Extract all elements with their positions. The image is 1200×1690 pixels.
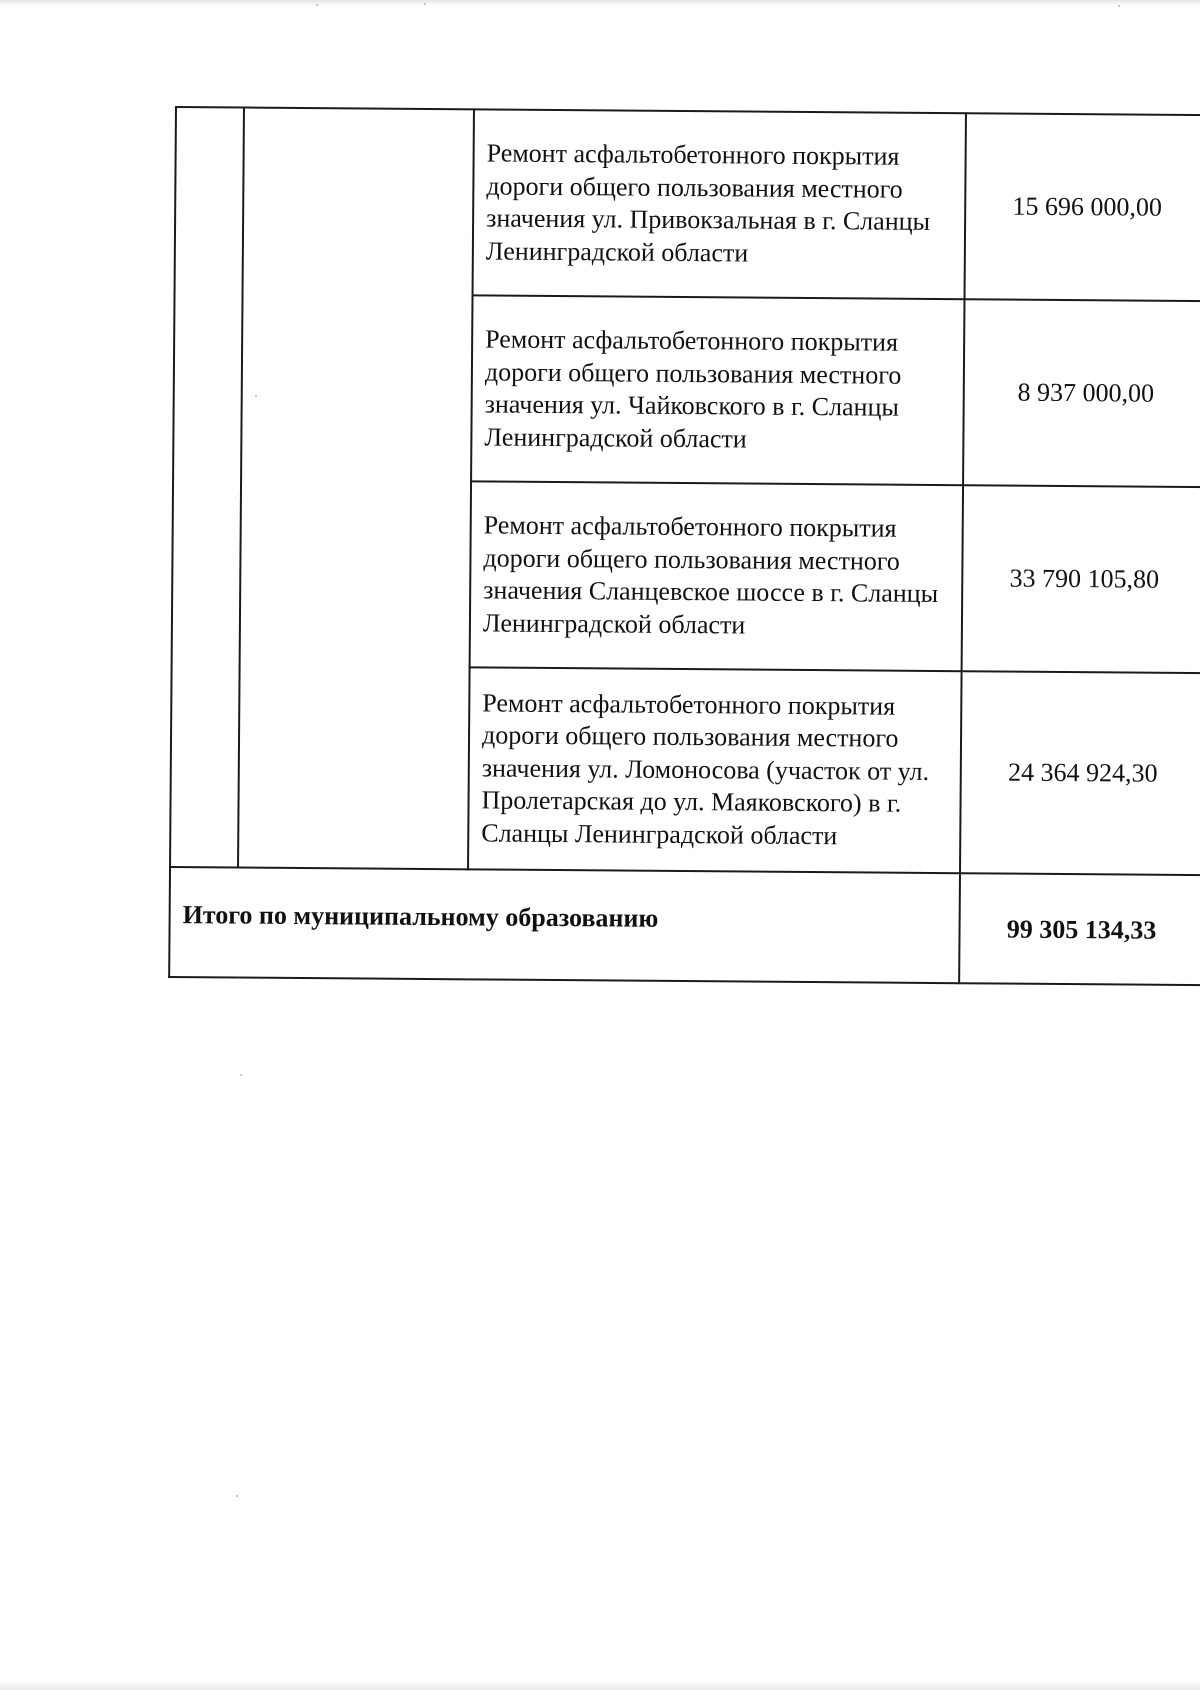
scan-speck xyxy=(424,3,426,5)
scan-edge-bottom xyxy=(0,1680,1200,1690)
amount-cell: 8 937 000,00 xyxy=(963,299,1200,487)
allocation-table xyxy=(168,106,1200,986)
total-amount: 99 305 134,33 xyxy=(959,873,1200,985)
number-cell xyxy=(170,107,244,868)
scan-edge-top xyxy=(0,0,1200,6)
description-cell: Ремонт асфальтобетонного покрытия дороги общего пользования местного значения ул. Ломоносова (участок от ул. Пролетарская до ул. Маяковского) в г. Сланцы Ленинградской области xyxy=(468,667,962,873)
description-cell: Ремонт асфальтобетонного покрытия дороги общего пользования местного значения ул. Чайковского в г. Сланцы Ленинградской области xyxy=(471,295,964,485)
scan-speck xyxy=(1118,5,1120,7)
total-row xyxy=(169,867,1200,985)
scan-speck xyxy=(236,1495,238,1497)
amount-cell: 24 364 924,30 xyxy=(960,671,1200,875)
municipality-cell xyxy=(238,108,474,870)
description-cell: Ремонт асфальтобетонного покрытия дороги общего пользования местного значения Сланцевское шоссе в г. Сланцы Ленинградской области xyxy=(470,481,963,671)
table-row xyxy=(175,107,1200,301)
description-cell: Ремонт асфальтобетонного покрытия дороги общего пользования местного значения ул. Привокзальная в г. Сланцы Ленинградской области xyxy=(473,109,966,299)
scan-speck xyxy=(316,4,318,6)
total-label: Итого по муниципальному образованию xyxy=(169,867,960,983)
scan-speck xyxy=(240,1074,242,1076)
amount-cell: 33 790 105,80 xyxy=(962,485,1200,673)
amount-cell: 15 696 000,00 xyxy=(965,113,1200,301)
